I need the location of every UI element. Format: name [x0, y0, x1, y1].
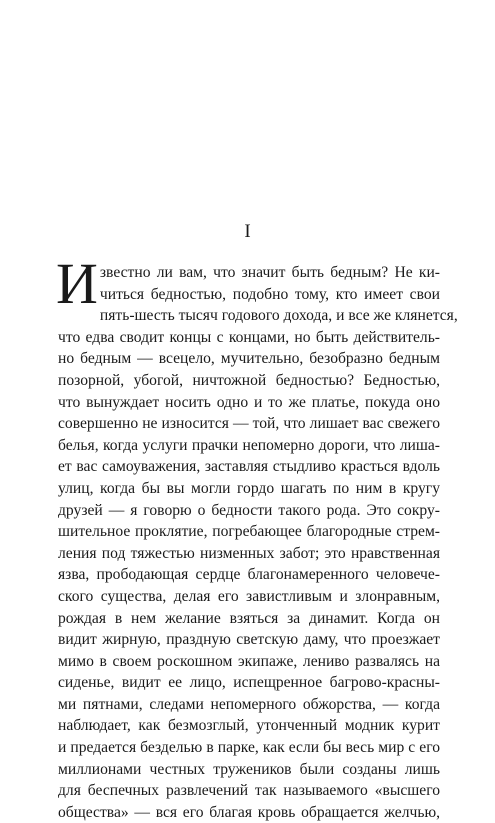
- text-line-19: мимо в своем роскошном экипаже, лениво развалясь на: [58, 652, 440, 670]
- text-line-24: миллионами честных тружеников были созданы лишь: [58, 760, 440, 778]
- chapter-number: I: [244, 221, 251, 242]
- text-line-1: звестно ли вам, что значит быть бедным? Не ки-: [99, 264, 440, 281]
- text-line-6: позорной, убогой, ничтожной бедностью? Бедностью,: [58, 371, 440, 389]
- text-line-12: друзей — я говорю о бедности такого рода. Это сокру-: [58, 501, 440, 519]
- text-line-7: что вынуждает носить одно и то же платье, покуда оно: [58, 393, 440, 411]
- text-line-18: видит жирную, праздную светскую даму, что проезжает: [58, 631, 440, 649]
- text-line-22: наблюдает, как безмозглый, утонченный модник курит: [58, 717, 440, 735]
- text-line-21: ми пятнами, следами непомерного обжорства, — когда: [58, 695, 440, 713]
- text-line-11: улиц, когда бы вы могли гордо шагать по ним в кругу: [58, 479, 440, 497]
- text-line-10: ет вас самоуважения, заставляя стыдливо красться вдоль: [58, 458, 440, 476]
- text-line-2: читься бедностью, подобно тому, кто имеет свои: [99, 285, 440, 303]
- text-line-4: что едва сводит концы с концами, но быть действитель-: [58, 328, 440, 346]
- text-line-15: язва, прободающая сердце благонамеренного человече-: [58, 566, 440, 584]
- text-line-5: но бедным — всецело, мучительно, безобразно бедным: [58, 350, 440, 368]
- text-line-14: ления под тяжестью низменных забот; это нравственная: [58, 544, 440, 562]
- drop-cap: И: [56, 251, 98, 316]
- text-line-23: и предается безделью в парке, как если бы весь мир с его: [58, 739, 440, 757]
- text-line-8: совершенно не износится — той, что лишает вас свежего: [58, 415, 440, 433]
- chapter-paragraph: [56, 251, 458, 823]
- text-line-25: для беспечных развлечений так называемого «высшего: [58, 782, 440, 800]
- text-line-16: ского существа, делая его завистливым и злонравным,: [58, 587, 440, 605]
- text-line-20: сиденье, видит ее лицо, испещренное багрово-красны-: [58, 674, 440, 692]
- text-line-9: белья, когда услуги прачки непомерно дороги, что лиша-: [58, 436, 440, 454]
- text-line-26: общества» — вся его благая кровь обращается желчью,: [58, 803, 440, 821]
- text-line-17: рождая в нем желание взяться за динамит. Когда он: [58, 609, 440, 627]
- text-line-13: шительное проклятие, погребающее благородные стрем-: [58, 523, 440, 541]
- text-line-3: пять-шесть тысяч годового дохода, и все же клянется,: [99, 307, 458, 325]
